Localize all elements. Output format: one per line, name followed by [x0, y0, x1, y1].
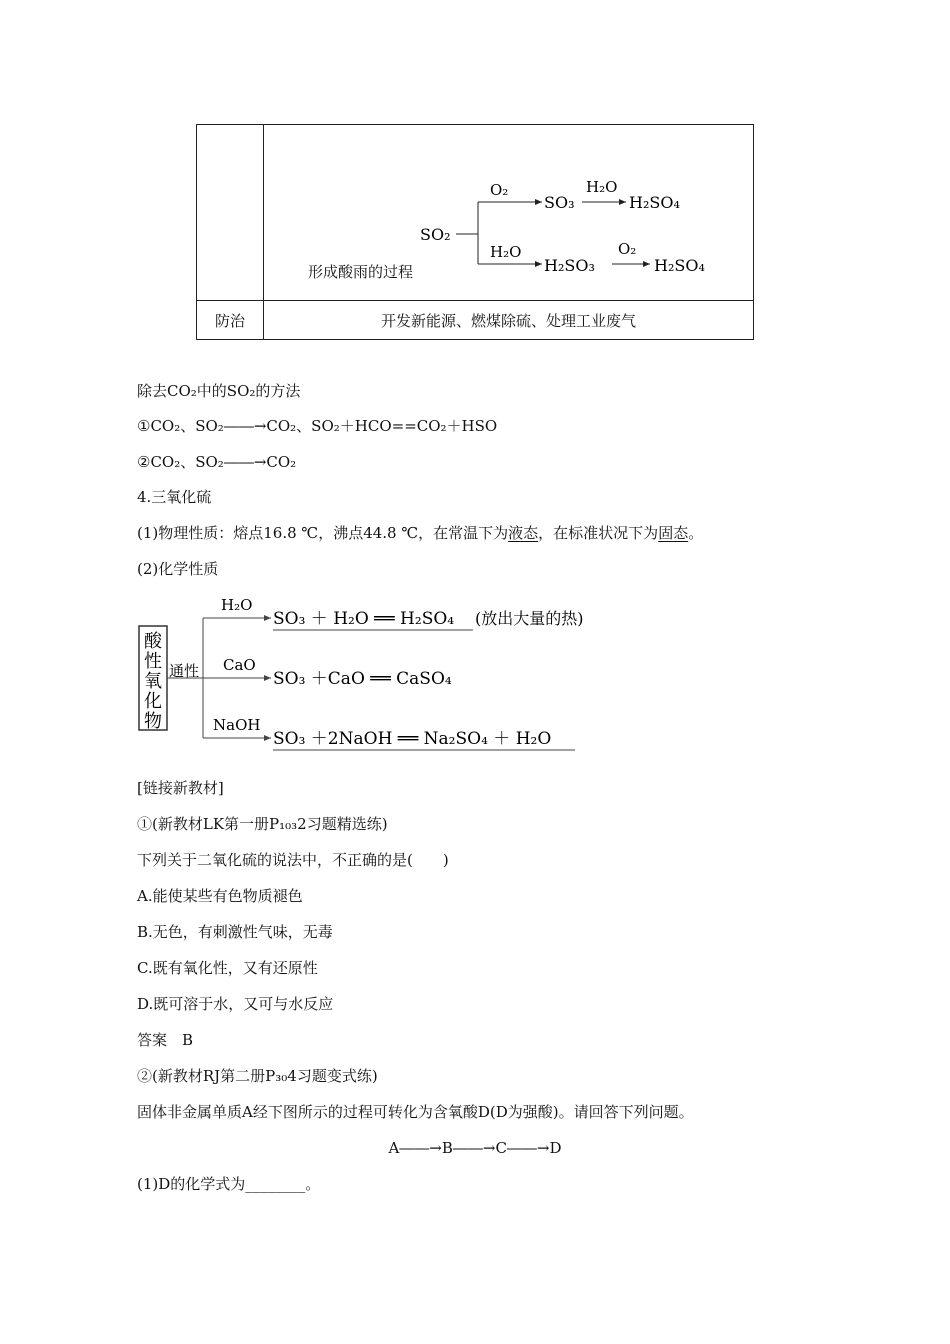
- chem-heading: (2)化学性质: [137, 560, 219, 578]
- q2-stem: 固体非金属单质A经下图所示的过程可转化为含氧酸D(D为强酸)。请回答下列问题。: [137, 1103, 694, 1121]
- remove-method2: ②CO₂、SO₂――→CO₂: [137, 453, 297, 471]
- phys-end: 。: [688, 524, 704, 542]
- branch2-reagent: CaO: [223, 656, 256, 674]
- so3-physical: [137, 523, 703, 543]
- link-header: [链接新教材]: [137, 779, 224, 797]
- remove-method1: ①CO₂、SO₂――→CO₂、SO₂＋HCO==CO₂＋HSO: [137, 417, 498, 435]
- option-c: C.既有氧化性，又有还原性: [137, 959, 318, 977]
- prevention-content: 开发新能源、燃煤除硫、处理工业废气: [264, 301, 754, 340]
- phys-liquid: 液态: [508, 524, 539, 542]
- so3-heading: 4.三氧化硫: [137, 488, 212, 506]
- branch1-reagent: H₂O: [221, 596, 253, 614]
- lower-product1: H₂SO₃: [544, 256, 595, 275]
- box-char-3: 氧: [144, 671, 162, 692]
- answer: 答案 B: [137, 1031, 194, 1049]
- box-char-2: 性: [144, 651, 162, 672]
- branch3-equation: SO₃ ＋2NaOH ══ Na₂SO₄ ＋ H₂O: [273, 729, 552, 749]
- upper-product2: H₂SO₄: [629, 193, 680, 212]
- lower-product2: H₂SO₄: [654, 256, 705, 275]
- phys-solid: 固态: [658, 524, 689, 542]
- option-a: A.能使某些有色物质褪色: [137, 887, 303, 905]
- lower-reagent1: H₂O: [490, 243, 522, 261]
- phys-prefix: (1)物理性质：熔点16.8 ℃，沸点44.8 ℃，在常温下为: [137, 524, 509, 542]
- acid-rain-process-cell: [264, 125, 754, 301]
- upper-product1: SO₃: [544, 193, 575, 212]
- acid-rain-process-label: 形成酸雨的过程: [308, 263, 414, 281]
- common-label: 通性: [169, 662, 200, 680]
- q2-sub1: (1)D的化学式为________。: [137, 1175, 321, 1193]
- box-char-5: 物: [144, 711, 162, 732]
- table-row-head-prevention: 防治: [197, 301, 264, 340]
- acidic-oxide-diagram: [135, 590, 655, 755]
- lower-reagent2: O₂: [618, 240, 637, 258]
- phys-middle: ，在标准状况下为: [538, 524, 659, 542]
- q2-chain: A――→B――→C――→D: [388, 1139, 562, 1157]
- diagram-start: SO₂: [420, 225, 451, 244]
- branch1-note: (放出大量的热): [475, 609, 584, 628]
- q1-stem: 下列关于二氧化硫的说法中，不正确的是( ): [137, 851, 449, 869]
- box-char-1: 酸: [144, 631, 162, 652]
- option-d: D.既可溶于水，又可与水反应: [137, 995, 334, 1013]
- remove-title: 除去CO₂中的SO₂的方法: [137, 382, 301, 400]
- box-char-4: 化: [144, 691, 162, 712]
- branch3-reagent: NaOH: [213, 716, 261, 734]
- option-b: B.无色，有刺激性气味，无毒: [137, 923, 333, 941]
- q1-source: ①(新教材LK第一册P₁₀₃2习题精选练): [137, 815, 388, 833]
- acid-rain-diagram: [414, 165, 744, 285]
- q2-source: ②(新教材RJ第二册P₃₀4习题变式练): [137, 1067, 378, 1085]
- branch1-equation: SO₃ ＋ H₂O ══ H₂SO₄: [273, 609, 455, 629]
- branch2-equation: SO₃ ＋CaO ══ CaSO₄: [273, 669, 452, 689]
- acid-rain-table: [196, 124, 754, 340]
- table-row-head-empty: [197, 125, 264, 301]
- upper-reagent2: H₂O: [586, 178, 618, 196]
- upper-reagent1: O₂: [490, 181, 509, 199]
